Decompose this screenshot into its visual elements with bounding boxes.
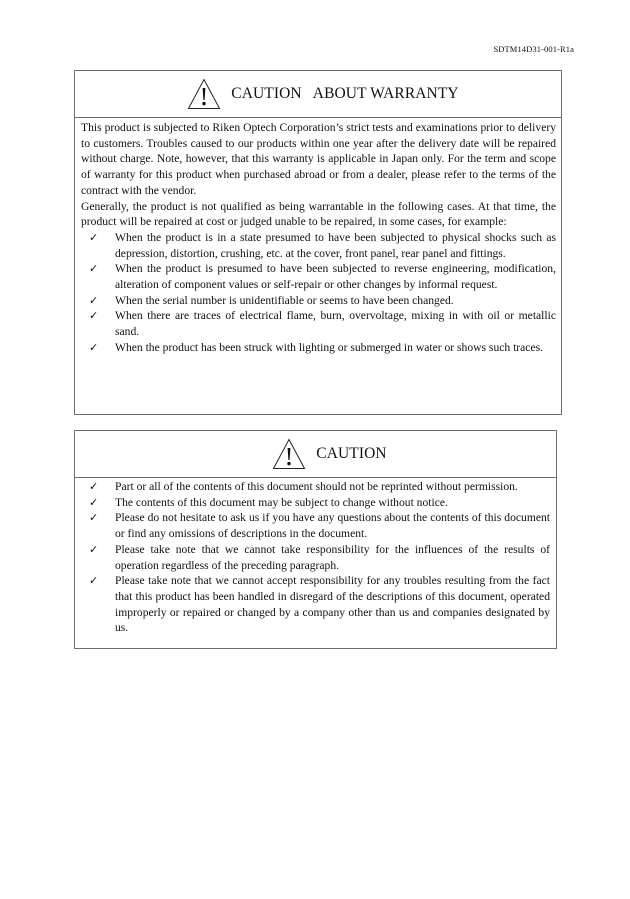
checkmark-icon: ✓	[89, 293, 99, 307]
checkmark-icon: ✓	[89, 511, 99, 525]
checkmark-icon: ✓	[89, 574, 99, 588]
list-item: ✓ The contents of this document may be subject to change without notice.	[89, 495, 448, 509]
checkmark-icon: ✓	[89, 309, 99, 323]
warranty-exclusions-list	[81, 230, 556, 356]
warranty-box-header	[75, 71, 561, 118]
list-item: ✓ When the product is presumed to have been subjected to reverse engineering, modification, alteration of component values or self-repair or other changes by informal request.	[89, 262, 556, 292]
checkmark-icon: ✓	[89, 495, 99, 509]
checkmark-icon: ✓	[89, 230, 99, 244]
warning-triangle-icon	[187, 78, 221, 110]
list-item: ✓ Please do not hesitate to ask us if you have any questions about the contents of this document or find any omissions of descriptions in the document.	[89, 511, 550, 541]
list-item: ✓ Please take note that we cannot accept responsibility for any troubles resulting from the fact that this product has been handled in disregard of the descriptions of this document, operated improperly or repaired or changed by a company other than us and companies designated by us.	[89, 574, 550, 635]
document-id: SDTM14D31-001-R1a	[493, 44, 574, 54]
checkmark-icon: ✓	[89, 480, 99, 493]
caution-box-body	[75, 478, 556, 636]
caution-box-title: CAUTION	[316, 445, 387, 462]
checkmark-icon: ✓	[89, 542, 99, 556]
list-item: ✓ When the product has been struck with lighting or submerged in water or shows such traces.	[89, 340, 544, 354]
warranty-paragraph: Generally, the product is not qualified as being warrantable in the following cases. At that time, the product will be repaired at cost or judged unable to be repaired, in some cases, for example:	[81, 199, 556, 229]
caution-box	[74, 430, 557, 649]
list-item: ✓ When there are traces of electrical flame, burn, overvoltage, mixing in with oil or metallic sand.	[89, 309, 556, 339]
list-item: ✓ Part or all of the contents of this document should not be reprinted without permission.	[89, 480, 518, 493]
caution-box-header	[75, 431, 556, 478]
warranty-paragraph: This product is subjected to Riken Optech Corporation’s strict tests and examinations prior to delivery to customers. Troubles caused to our products within one year after the delivery date will be repaired without charge. Note, however, that this warranty is applicable in Japan only. For the term and scope of warranty for this product when purchased abroad or from a dealer, please refer to the terms of the contract with the vendor.	[81, 121, 556, 197]
checkmark-icon: ✓	[89, 340, 99, 354]
caution-list	[81, 479, 550, 636]
list-item: ✓ Please take note that we cannot take responsibility for the influences of the results of operation regardless of the preceding paragraph.	[89, 542, 550, 572]
checkmark-icon: ✓	[89, 262, 99, 276]
warranty-box-body	[75, 118, 561, 356]
list-item: ✓ When the product is in a state presumed to have been subjected to physical shocks such as depression, distortion, crushing, etc. at the cover, front panel, rear panel and fittings.	[89, 230, 556, 260]
warning-triangle-icon	[272, 438, 306, 470]
warranty-caution-box	[74, 70, 562, 415]
list-item: ✓ When the serial number is unidentifiable or seems to have been changed.	[89, 293, 454, 307]
warranty-box-title: CAUTION ABOUT WARRANTY	[231, 85, 459, 102]
